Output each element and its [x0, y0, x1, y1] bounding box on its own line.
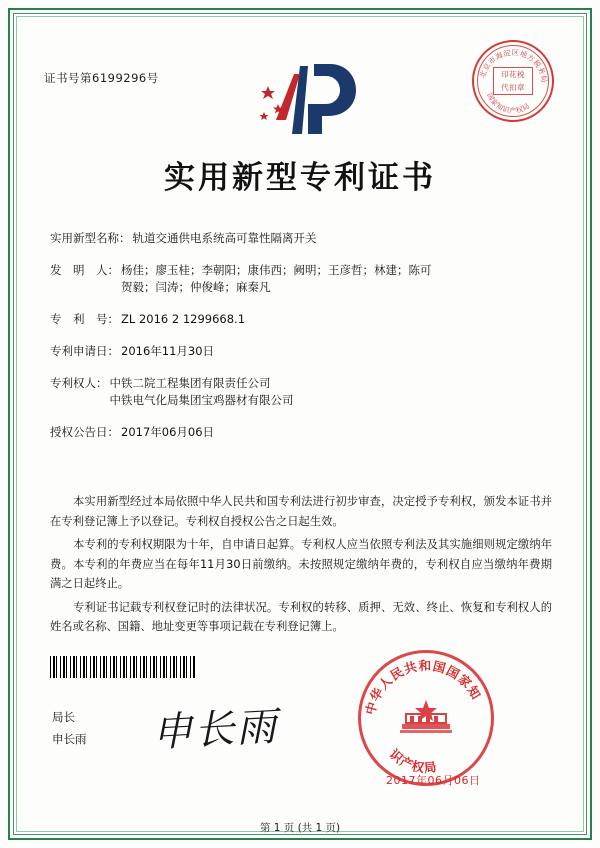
field-value-patent-number: ZL 2016 2 1299668.1 — [121, 312, 246, 326]
national-seal — [358, 650, 498, 790]
field-label-inventors: 发 明 人： — [50, 263, 119, 277]
legal-paragraph-1: 本实用新型经过本局依照中华人民共和国专利法进行初步审查，决定授予专利权，颁发本证书并在专利登记簿上予以登记。专利权自授权公告之日起生效。 — [50, 495, 552, 528]
signature-labels — [52, 706, 87, 750]
field-value-patentee — [108, 375, 551, 409]
certificate-number: 证书号第6199296号 — [44, 71, 159, 85]
tax-stamp — [472, 40, 558, 126]
fields-block — [50, 230, 550, 456]
handwritten-signature: 申长雨 — [151, 703, 280, 757]
svg-text:北京市海淀区地方税务局: 北京市海淀区地方税务局 — [477, 47, 550, 84]
tax-stamp-line2: 代扣章 — [501, 83, 525, 92]
legal-paragraph-2: 本专利的专利权期限为十年，自申请日起算。专利权人应当依照专利法及其实施细则规定缴纳年费。本专利的年费应当在每年11月30日前缴纳。未按照规定缴纳年费的，专利权自应当缴纳年费期满之日起终止。 — [50, 538, 552, 590]
barcode — [50, 656, 196, 678]
field-label-patent-number: 专 利 号： — [50, 312, 119, 326]
signature-name-label: 申长雨 — [52, 732, 87, 746]
field-value-inventors-line2: 贺毅；闫涛；仲俊峰；麻秦凡 — [121, 280, 271, 294]
svg-text:国家知识产权局: 国家知识产权局 — [485, 91, 532, 116]
field-row-patent-number — [50, 311, 550, 328]
signature-title-label: 局长 — [52, 710, 75, 724]
page-title: 实用新型专利证书 — [164, 160, 436, 196]
field-value-filing-date: 2016年11月30日 — [121, 344, 215, 358]
field-label-patentee: 专利权人： — [50, 376, 108, 390]
certificate-content — [22, 22, 578, 834]
field-row-filing-date — [50, 343, 550, 360]
field-row-inventors — [50, 262, 550, 296]
field-value-inventors — [119, 262, 550, 296]
legal-paragraph-3: 专利证书记载专利权登记时的法律状况。专利权的转移、质押、无效、终止、恢复和专利权人的姓名或名称、国籍、地址变更等事项记载在专利登记簿上。 — [50, 600, 552, 633]
field-label-name: 实用新型名称： — [50, 231, 131, 245]
tax-stamp-inner-box — [493, 67, 533, 95]
field-row-name — [50, 230, 550, 247]
tax-stamp-line1: 印花税 — [501, 70, 525, 79]
cnipa-logo — [256, 60, 372, 138]
field-value-inventors-line1: 杨佳；廖玉桂；李朝阳；康伟西；阙明；王彦哲；林建；陈可 — [121, 263, 432, 277]
field-value-name: 轨道交通供电系统高可靠性隔离开关 — [132, 231, 317, 245]
field-row-grant-date — [50, 424, 550, 441]
field-value-patentee-line2: 中铁电气化局集团宝鸡器材有限公司 — [109, 393, 294, 407]
seal-emblem-icon — [396, 694, 456, 742]
page-footer: 第 1 页 (共 1 页) — [259, 822, 341, 834]
field-value-grant-date: 2017年06月06日 — [121, 425, 215, 439]
field-row-patentee — [50, 375, 550, 409]
legal-text-block — [50, 492, 552, 641]
seal-date: 2017年06月06日 — [386, 774, 481, 787]
field-value-patentee-line1: 中铁二院工程集团有限责任公司 — [109, 376, 271, 390]
field-label-filing-date: 专利申请日： — [50, 344, 119, 358]
svg-text:识产权局: 识产权局 — [386, 746, 439, 776]
field-label-grant-date: 授权公告日： — [50, 425, 119, 439]
svg-text:中华人民共和国国家知: 中华人民共和国国家知 — [362, 657, 485, 717]
